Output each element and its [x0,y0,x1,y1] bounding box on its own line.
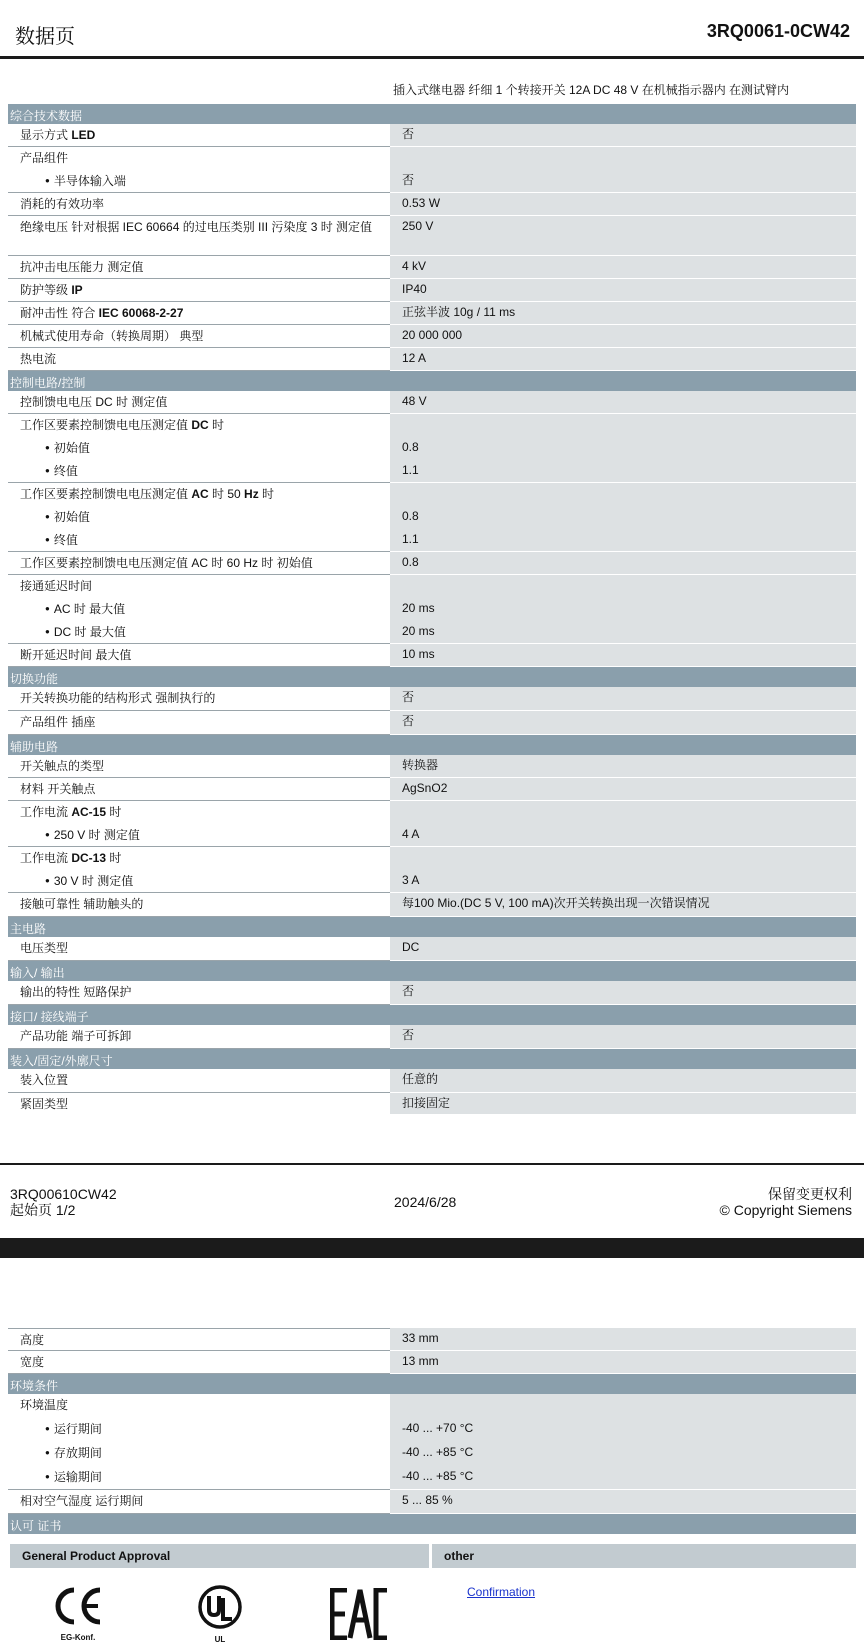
eac-logo-icon [330,1588,390,1640]
spec-row-ac50-final: ● 终值 1.1 [8,529,856,552]
ul-logo-icon [196,1584,244,1630]
spec-row-height: 高度 33 mm [8,1328,856,1351]
page-footer [0,1163,864,1240]
spec-row-led: 显示方式 LED 否 [8,124,856,147]
spec-table-page-2 [8,1328,856,1534]
page-title: 数据页 [15,26,75,48]
spec-row-ac15-250v: ● 250 V 时 测定值 4 A [8,824,856,847]
spec-row-contact-material: 材料 开关触点 AgSnO2 [8,778,856,801]
footer-order-number: 3RQ00610CW42 [10,1186,117,1202]
ce-logo-icon [52,1584,104,1628]
spec-row-current-dc13: 工作电流 DC-13 时 [8,847,856,870]
spec-row-on-delay-ac: ● AC 时 最大值 20 ms [8,598,856,621]
footer-page-number: 起始页 1/2 [10,1202,76,1218]
cert-col-general: General Product Approval [22,1549,171,1563]
eac-mark [330,1588,390,1645]
spec-row-ambient-storage: ● 存放期间 -40 ... +85 °C [8,1442,856,1466]
ce-caption: EG-Konf. [60,1633,96,1642]
spec-row-range-ac60: 工作区要素控制馈电电压测定值 AC 时 60 Hz 时 初始值 0.8 [8,552,856,575]
cert-table-header [10,1544,856,1568]
spec-row-on-delay: 接通延迟时间 [8,575,856,598]
section-header-general: 综合技术数据 [8,104,856,124]
spec-row-dc13-30v: ● 30 V 时 测定值 3 A [8,870,856,893]
section-header-mounting: 装入/固定/外廓尺寸 [8,1049,856,1069]
spec-row-fastening: 紧固类型 扣接固定 [8,1093,856,1115]
spec-row-mounting-position: 装入位置 任意的 [8,1069,856,1093]
section-header-control: 控制电路/控制 [8,371,856,391]
spec-row-product-components: 产品组件 [8,147,856,170]
spec-row-dc-final: ● 终值 1.1 [8,460,856,483]
section-header-io: 输入/ 输出 [8,961,856,981]
spec-row-surge-voltage: 抗冲击电压能力 测定值 4 kV [8,256,856,279]
confirmation-link[interactable]: Confirmation [467,1585,536,1599]
spec-row-short-circuit: 输出的特性 短路保护 否 [8,981,856,1005]
spec-row-semiconductor-input: ● 半导体输入端 否 [8,170,856,193]
spec-row-insulation-voltage: 绝缘电压 针对根据 IEC 60664 的过电压类别 III 污染度 3 时 测定值 250 V [8,216,856,256]
spec-row-on-delay-dc: ● DC 时 最大值 20 ms [8,621,856,644]
footer-date: 2024/6/28 [394,1194,457,1210]
spec-row-shock-resistance: 耐冲击性 符合 IEC 60068-2-27 正弦半波 10g / 11 ms [8,302,856,325]
spec-row-humidity: 相对空气湿度 运行期间 5 ... 85 % [8,1490,856,1514]
spec-row-mechanical-life: 机械式使用寿命（转换周期） 典型 20 000 000 [8,325,856,348]
spec-row-dc-initial: ● 初始值 0.8 [8,437,856,460]
spec-row-width: 宽度 13 mm [8,1351,856,1374]
spec-row-socket: 产品组件 插座 否 [8,711,856,735]
spec-row-removable-terminal: 产品功能 端子可拆卸 否 [8,1025,856,1049]
product-description: 插入式继电器 纤细 1 个转接开关 12A DC 48 V 在机械指示器内 在测试臂内 [393,83,790,97]
product-number: 3RQ0061-0CW42 [706,21,850,41]
section-header-terminals: 接口/ 接线端子 [8,1005,856,1025]
spec-row-off-delay: 断开延迟时间 最大值 10 ms [8,644,856,667]
spec-row-control-voltage-dc: 控制馈电电压 DC 时 测定值 48 V [8,391,856,414]
footer-copyright: © Copyright Siemens [719,1202,852,1218]
section-header-aux: 辅助电路 [8,735,856,755]
spec-row-forced-guided: 开关转换功能的结构形式 强制执行的 否 [8,687,856,711]
cert-col-other: other [444,1549,474,1563]
spec-row-ambient-transport: ● 运输期间 -40 ... +85 °C [8,1466,856,1490]
spec-row-range-dc: 工作区要素控制馈电电压测定值 DC 时 [8,414,856,437]
spec-row-current-ac15: 工作电流 AC-15 时 [8,801,856,824]
ul-mark [196,1584,244,1644]
spec-row-voltage-type: 电压类型 DC [8,937,856,961]
page-divider [0,1238,864,1258]
spec-table-page-1 [8,104,856,1115]
spec-row-thermal-current: 热电流 12 A [8,348,856,371]
section-header-env: 环境条件 [8,1374,856,1394]
spec-row-ambient-operation: ● 运行期间 -40 ... +70 °C [8,1418,856,1442]
footer-rights: 保留变更权利 [768,1186,852,1202]
ul-caption: UL [214,1635,226,1644]
spec-row-power-loss: 消耗的有效功率 0.53 W [8,193,856,216]
spec-row-ac50-initial: ● 初始值 0.8 [8,506,856,529]
section-header-cert: 认可 证书 [8,1514,856,1534]
spec-row-contact-type: 开关触点的类型 转换器 [8,755,856,778]
spec-row-ambient-temp: 环境温度 [8,1394,856,1418]
spec-row-ip-rating: 防护等级 IP IP40 [8,279,856,302]
ce-mark [52,1584,104,1642]
section-header-switching: 切换功能 [8,667,856,687]
spec-row-contact-reliability: 接触可靠性 辅助触头的 每100 Mio.(DC 5 V, 100 mA)次开关转换出现一次错误情况 [8,893,856,917]
spec-row-range-ac50: 工作区要素控制馈电电压测定值 AC 时 50 Hz 时 [8,483,856,506]
section-header-main: 主电路 [8,917,856,937]
page-header [0,0,864,59]
